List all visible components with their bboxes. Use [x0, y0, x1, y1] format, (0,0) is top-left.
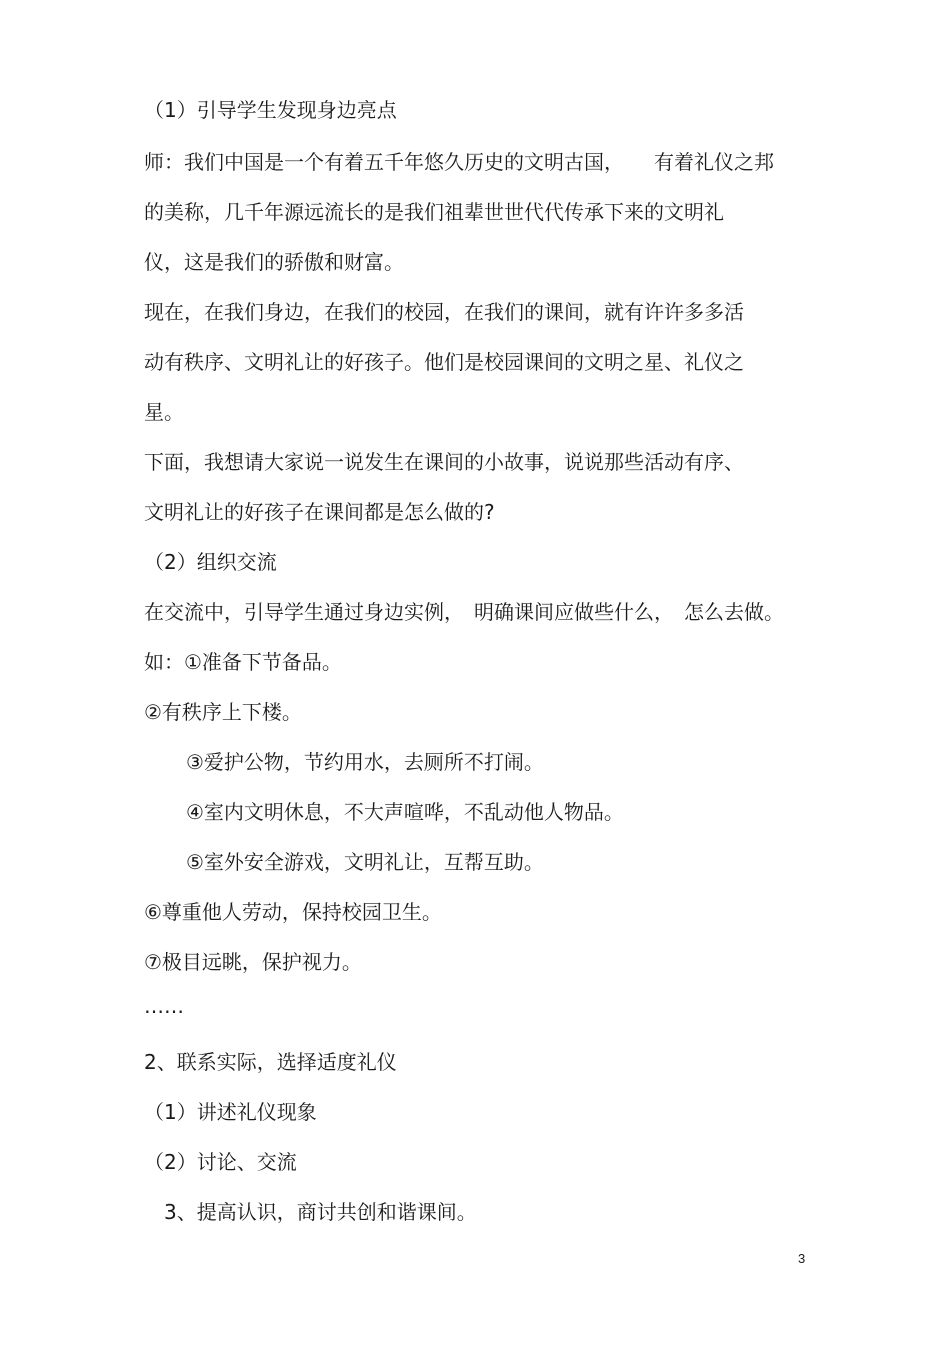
paragraph-line: 师：我们中国是一个有着五千年悠久历史的文明古国， 有着礼仪之邦	[144, 150, 774, 174]
section-heading-3: 3、提高认识，商讨共创和谐课间。	[164, 1200, 477, 1224]
paragraph-line: 文明礼让的好孩子在课间都是怎么做的?	[144, 500, 495, 524]
list-item: ⑤室外安全游戏，文明礼让，互帮互助。	[186, 850, 544, 874]
heading-1-1: （1）引导学生发现身边亮点	[144, 98, 397, 122]
list-item: 如：①准备下节备品。	[144, 650, 342, 674]
list-item: ③爱护公物，节约用水，去厕所不打闹。	[186, 750, 544, 774]
paragraph-line: 下面，我想请大家说一说发生在课间的小故事，说说那些活动有序、	[144, 450, 744, 474]
ellipsis: ……	[144, 994, 184, 1018]
paragraph-line: 现在，在我们身边，在我们的校园，在我们的课间，就有许许多多活	[144, 300, 744, 324]
list-item: ④室内文明休息，不大声喧哗，不乱动他人物品。	[186, 800, 624, 824]
paragraph-line: 动有秩序、文明礼让的好孩子。他们是校园课间的文明之星、礼仪之	[144, 350, 744, 374]
paragraph-line: 在交流中，引导学生通过身边实例， 明确课间应做些什么， 怎么去做。	[144, 600, 784, 624]
list-item: ⑦极目远眺，保护视力。	[144, 950, 362, 974]
sub-heading: （2）讨论、交流	[144, 1150, 297, 1174]
page-number: 3	[798, 1251, 806, 1266]
list-item: ②有秩序上下楼。	[144, 700, 302, 724]
heading-1-2: （2）组织交流	[144, 550, 277, 574]
paragraph-line: 的美称，几千年源远流长的是我们祖辈世世代代传承下来的文明礼	[144, 200, 724, 224]
paragraph-line: 星。	[144, 400, 184, 424]
sub-heading: （1）讲述礼仪现象	[144, 1100, 317, 1124]
section-heading-2: 2、联系实际，选择适度礼仪	[144, 1050, 397, 1074]
list-item: ⑥尊重他人劳动，保持校园卫生。	[144, 900, 442, 924]
paragraph-line: 仪，这是我们的骄傲和财富。	[144, 250, 404, 274]
